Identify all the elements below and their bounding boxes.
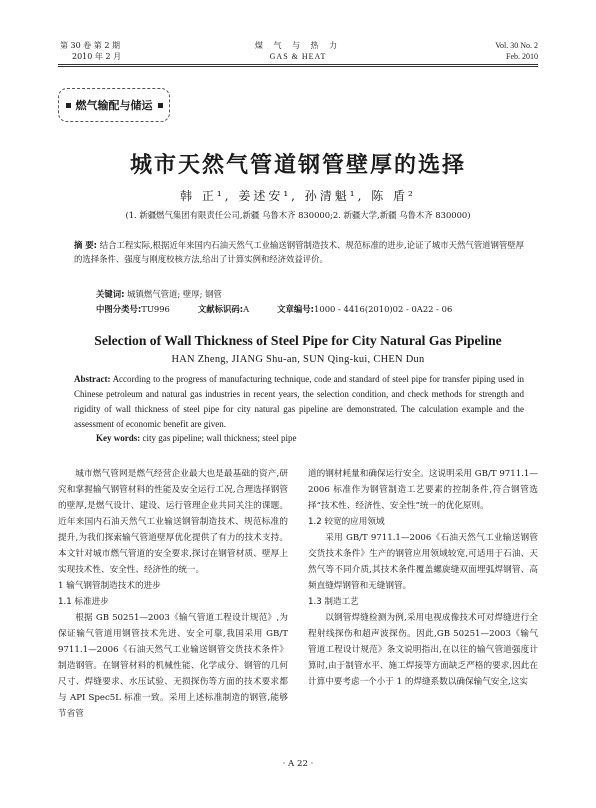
doc-code-value: A xyxy=(243,304,250,314)
volume-en: Vol. 30 No. 2 xyxy=(495,41,538,50)
intro-paragraph: 城市燃气管网是燃气经营企业最大也是最基础的资产,研究和掌握输气钢管材料的性能及安全运行工况,合理选择钢管的壁厚,是燃气设计、建设、运行管理企业共同关注的课题。近年来国内石油天然气工业输送钢管制造技术、规范标准的提升,为我们探索输气管道壁厚优化提供了有力的技术支持。本文针对城市燃气管道的安全要求,探讨在钢管材质、壁厚上实现技术性、安全性、经济性的统一。 xyxy=(58,469,288,575)
date-en: Feb. 2010 xyxy=(506,52,538,61)
date-cn: 2010 年 2 月 xyxy=(72,52,122,61)
page-number: · A 22 · xyxy=(282,759,314,769)
abstract-en xyxy=(74,372,524,432)
paragraph-1-3: 以钢管焊缝检测为例,采用电视成像技术可对焊缝进行全程射线探伤和超声波探伤。因此,GB 50251—2003《输气管道工程设计规范》条文说明指出,在以往的输气管道强度计算时,由于制管水平、施工焊接等方面缺乏严格的要求,因此在计算中要考虑一个小于 1 的焊缝系数以确保输气安全,这实 xyxy=(308,613,538,687)
abstract-en-label: Abstract: xyxy=(74,374,111,384)
keywords-cn xyxy=(96,288,222,300)
clc-value: TU996 xyxy=(141,304,170,314)
header-right xyxy=(495,40,538,62)
body-column-left xyxy=(58,466,288,722)
title-en: Selection of Wall Thickness of Steel Pipe for City Natural Gas Pipeline xyxy=(94,333,502,348)
header-rule-top xyxy=(58,64,538,65)
article-no-label: 文章编号: xyxy=(277,304,315,314)
square-bullet-icon xyxy=(66,103,71,108)
page-title: 城市天然气管道钢管壁厚的选择 xyxy=(129,152,466,178)
journal-cn: 煤 气 与 热 力 xyxy=(254,41,342,50)
authors-en: HAN Zheng, JIANG Shu-an, SUN Qing-kui, CHEN Dun xyxy=(171,354,425,365)
abstract-cn xyxy=(74,238,524,266)
abstract-en-text: According to the progress of manufacturing technique, code and standard of steel pipe for transfer piping used in Chinese petroleum and natural gas industries in recent years, the selection condition, and check methods for strength and rigidity of wall thickness of steel pipe for city natural gas pipeline are demonstrated. The calculation example and the assessment of economic benefit are given. xyxy=(74,374,524,429)
abstract-cn-label: 摘 要: xyxy=(74,240,98,250)
authors-cn: 韩 正¹, 姜述安¹, 孙清魁¹, 陈 盾² xyxy=(180,189,416,203)
section-badge-label: 燃气输配与储运 xyxy=(75,99,153,112)
clc-label: 中图分类号: xyxy=(96,304,142,314)
keywords-en-label: Key words: xyxy=(96,433,141,443)
section-heading-1: 1 输气钢管制造技术的进步 xyxy=(58,581,161,591)
doc-code-label: 文献标识码: xyxy=(197,304,244,314)
abstract-cn-text: 结合工程实际,根据近年来国内石油天然气工业输送钢管制造技术、规范标准的进步,论证了城市天然气管道钢管壁厚的选择条件、强度与刚度校核方法,给出了计算实例和经济效益评价。 xyxy=(74,240,524,264)
keywords-en-text: city gas pipeline; wall thickness; steel pipe xyxy=(142,433,297,443)
section-heading-1-1: 1.1 标准进步 xyxy=(58,597,109,607)
keywords-cn-label: 关键词: xyxy=(96,289,125,299)
section-badge xyxy=(58,88,170,122)
affiliation-cn: (1. 新疆燃气集团有限责任公司,新疆 乌鲁木齐 830000;2. 新疆大学,新疆 乌鲁木齐 830000) xyxy=(125,210,471,220)
volume-cn: 第 30 卷 第 2 期 xyxy=(60,41,120,50)
section-heading-1-2: 1.2 较宽的应用领域 xyxy=(308,517,385,527)
square-bullet-icon xyxy=(158,103,163,108)
paragraph-1-2: 采用 GB/T 9711.1—2006《石油天然气工业输送钢管交货技术条件》生产的钢管应用领域较宽,可适用于石油、天然气等不同介质,其技术条件覆盖螺旋缝双面埋弧焊钢管、高频直缝焊钢管和无缝钢管。 xyxy=(308,533,538,591)
article-no-value: 1000 - 4416(2010)02 - 0A22 - 06 xyxy=(314,304,453,314)
paragraph-1-1: 根据 GB 50251—2003《输气管道工程设计规范》,为保证输气管道用钢管技术先进、安全可靠,我国采用 GB/T 9711.1—2006《石油天然气工业输送钢管交货技术条件》制造钢管。在钢管材料的机械性能、化学成分、钢管的几何尺寸、焊缝要求、水压试验、无损探伤等方面的技术要求都与 API Spec5L 标准一致。采用上述标准制造的钢管,能够节省管 xyxy=(58,613,288,719)
header-rule-bottom xyxy=(58,66,538,67)
journal-en: GAS & HEAT xyxy=(269,52,327,61)
classification-line xyxy=(96,303,536,315)
paragraph-1-1-continued: 道的钢材耗量和确保运行安全。这说明采用 GB/T 9711.1—2006 标准作为钢管制造工艺要素的控制条件,符合钢管选择“技术性、经济性、安全性”统一的优化原则。 xyxy=(308,469,538,511)
section-heading-1-3: 1.3 制造工艺 xyxy=(308,597,359,607)
keywords-cn-text: 城镇燃气管道; 壁厚; 钢管 xyxy=(127,289,222,299)
keywords-en xyxy=(96,433,296,443)
body-column-right xyxy=(308,466,538,690)
